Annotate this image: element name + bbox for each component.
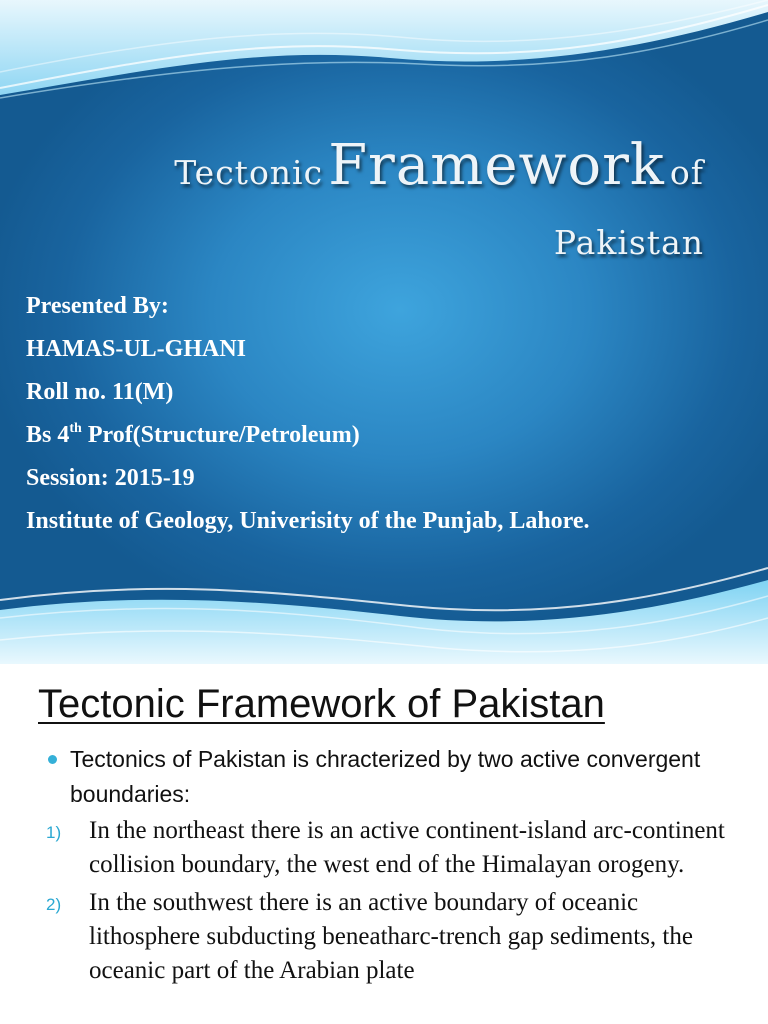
title-word-of: of	[669, 153, 704, 192]
institute: Institute of Geology, Univerisity of the Punjab, Lahore.	[26, 508, 590, 534]
bullet-item	[0, 742, 740, 812]
program-suffix: Prof(Structure/Petroleum)	[81, 422, 360, 448]
session: Session: 2015-19	[26, 465, 195, 491]
item-text: In the southwest there is an active boundary of oceanic lithosphere subducting beneatharc-trench gap sediments, the oceanic part of the Arabian plate	[89, 889, 693, 984]
title-word-pakistan: Pakistan	[553, 223, 704, 262]
program-sup: th	[69, 421, 82, 436]
content-slide	[0, 664, 768, 1024]
presenter-name: HAMAS-UL-GHANI	[26, 336, 246, 362]
numbered-item-2	[0, 886, 740, 988]
item-number: 1)	[46, 823, 62, 842]
presented-by-label: Presented By:	[26, 293, 169, 319]
bullet-dot-icon	[48, 755, 57, 764]
bullet-text: Tectonics of Pakistan is chracterized by two active convergent boundaries:	[70, 746, 701, 807]
slide-heading: Tectonic Framework of Pakistan	[38, 682, 605, 726]
program-prefix: Bs 4	[26, 422, 70, 448]
item-text: In the northeast there is an active continent-island arc-continent collision boundary, the west end of the Himalayan orogeny.	[89, 817, 725, 878]
slide-body	[0, 742, 740, 992]
item-number: 2)	[46, 895, 62, 914]
title-word-tectonic: Tectonic	[174, 153, 324, 192]
roll-number: Roll no. 11(M)	[26, 379, 174, 405]
presenter-info	[26, 289, 666, 538]
title-word-framework: Framework	[328, 133, 665, 198]
program	[26, 418, 666, 461]
numbered-item-1	[0, 814, 740, 882]
